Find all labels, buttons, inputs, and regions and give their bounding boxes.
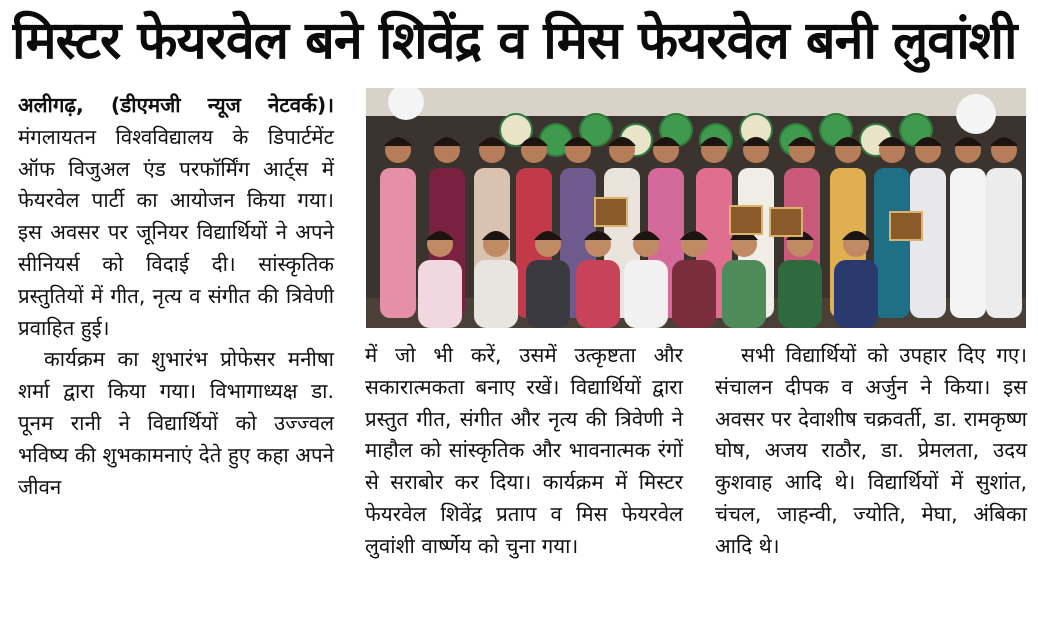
headline: मिस्टर फेयरवेल बने शिवेंद्र व मिस फेयरवेल बनी लुवांशी: [12, 11, 1017, 71]
person-standing: [874, 168, 910, 318]
person-seated: [722, 260, 766, 328]
award-frame: [770, 208, 802, 236]
person-standing: [380, 168, 416, 318]
paragraph-3: में जो भी करें, उसमें उत्कृष्टता और सकारात्मकता बनाए रखें। विद्यार्थियों द्वारा प्रस्तुत गीत, संगीत और नृत्य की त्रिवेणी ने माहौल को सांस्कृतिक और भावनात्मक रंगों से सराबोर कर दिया। कार्यक्रम में मिस्टर फेयरवेल शिवेंद्र प्रताप व मिस फेयरवेल लुवांशी वार्ष्णेय को चुना गया।: [365, 343, 683, 558]
person-seated: [778, 260, 822, 328]
paragraph-4: सभी विद्यार्थियों को उपहार दिए गए। संचालन दीपक व अर्जुन ने किया। इस अवसर पर देवाशीष चक्रवर्ती, डा. रामकृष्ण घोष, अजय राठौर, डा. प्रेमलता, उदय कुशवाह आदि थे। विद्यार्थियों में सुशांत, चंचल, जाहन्वी, ज्योति, मेघा, अंबिका आदि थे।: [715, 343, 1027, 558]
person-standing: [986, 168, 1022, 318]
dateline: अलीगढ़, (डीएमजी न्यूज नेटवर्क)।: [18, 93, 334, 117]
paragraph-2: कार्यक्रम का शुभारंभ प्रोफेसर मनीषा शर्मा द्वारा किया गया। विभागाध्यक्ष डा. पूनम रानी ने विद्यार्थियों को उज्ज्वल भविष्य की शुभकामनाएं देते हुए कहा अपने जीवन: [18, 347, 334, 499]
person-seated: [474, 260, 518, 328]
paragraph-1-text: मंगलायतन विश्वविद्यालय के डिपार्टमेंट ऑफ विजुअल एंड परफॉर्मिंग आर्ट्स में फेयरवेल पार्टी का आयोजन किया गया। इस अवसर पर जूनियर विद्यार्थियों ने अपने सीनियर्स को विदाई दी। सांस्कृतिक प्रस्तुतियों में गीत, नृत्य व संगीत की त्रिवेणी प्रवाहित हुई।: [18, 124, 334, 340]
person-seated: [418, 260, 462, 328]
award-frame: [730, 206, 762, 234]
person-seated: [672, 260, 716, 328]
column-2: [365, 340, 683, 563]
cloud-decoration: [956, 94, 996, 134]
award-frame: [595, 198, 627, 226]
group-photo-illustration: [366, 88, 1026, 328]
person-seated: [526, 260, 570, 328]
column-1: [18, 90, 334, 503]
ceiling: [366, 88, 1026, 116]
paragraph-1: [18, 90, 334, 344]
person-seated: [624, 260, 668, 328]
person-seated: [576, 260, 620, 328]
award-frame: [890, 212, 922, 240]
person-standing: [950, 168, 986, 318]
column-3: [715, 340, 1027, 563]
person-seated: [834, 260, 878, 328]
person-standing: [910, 168, 946, 318]
news-photo: [366, 88, 1026, 328]
